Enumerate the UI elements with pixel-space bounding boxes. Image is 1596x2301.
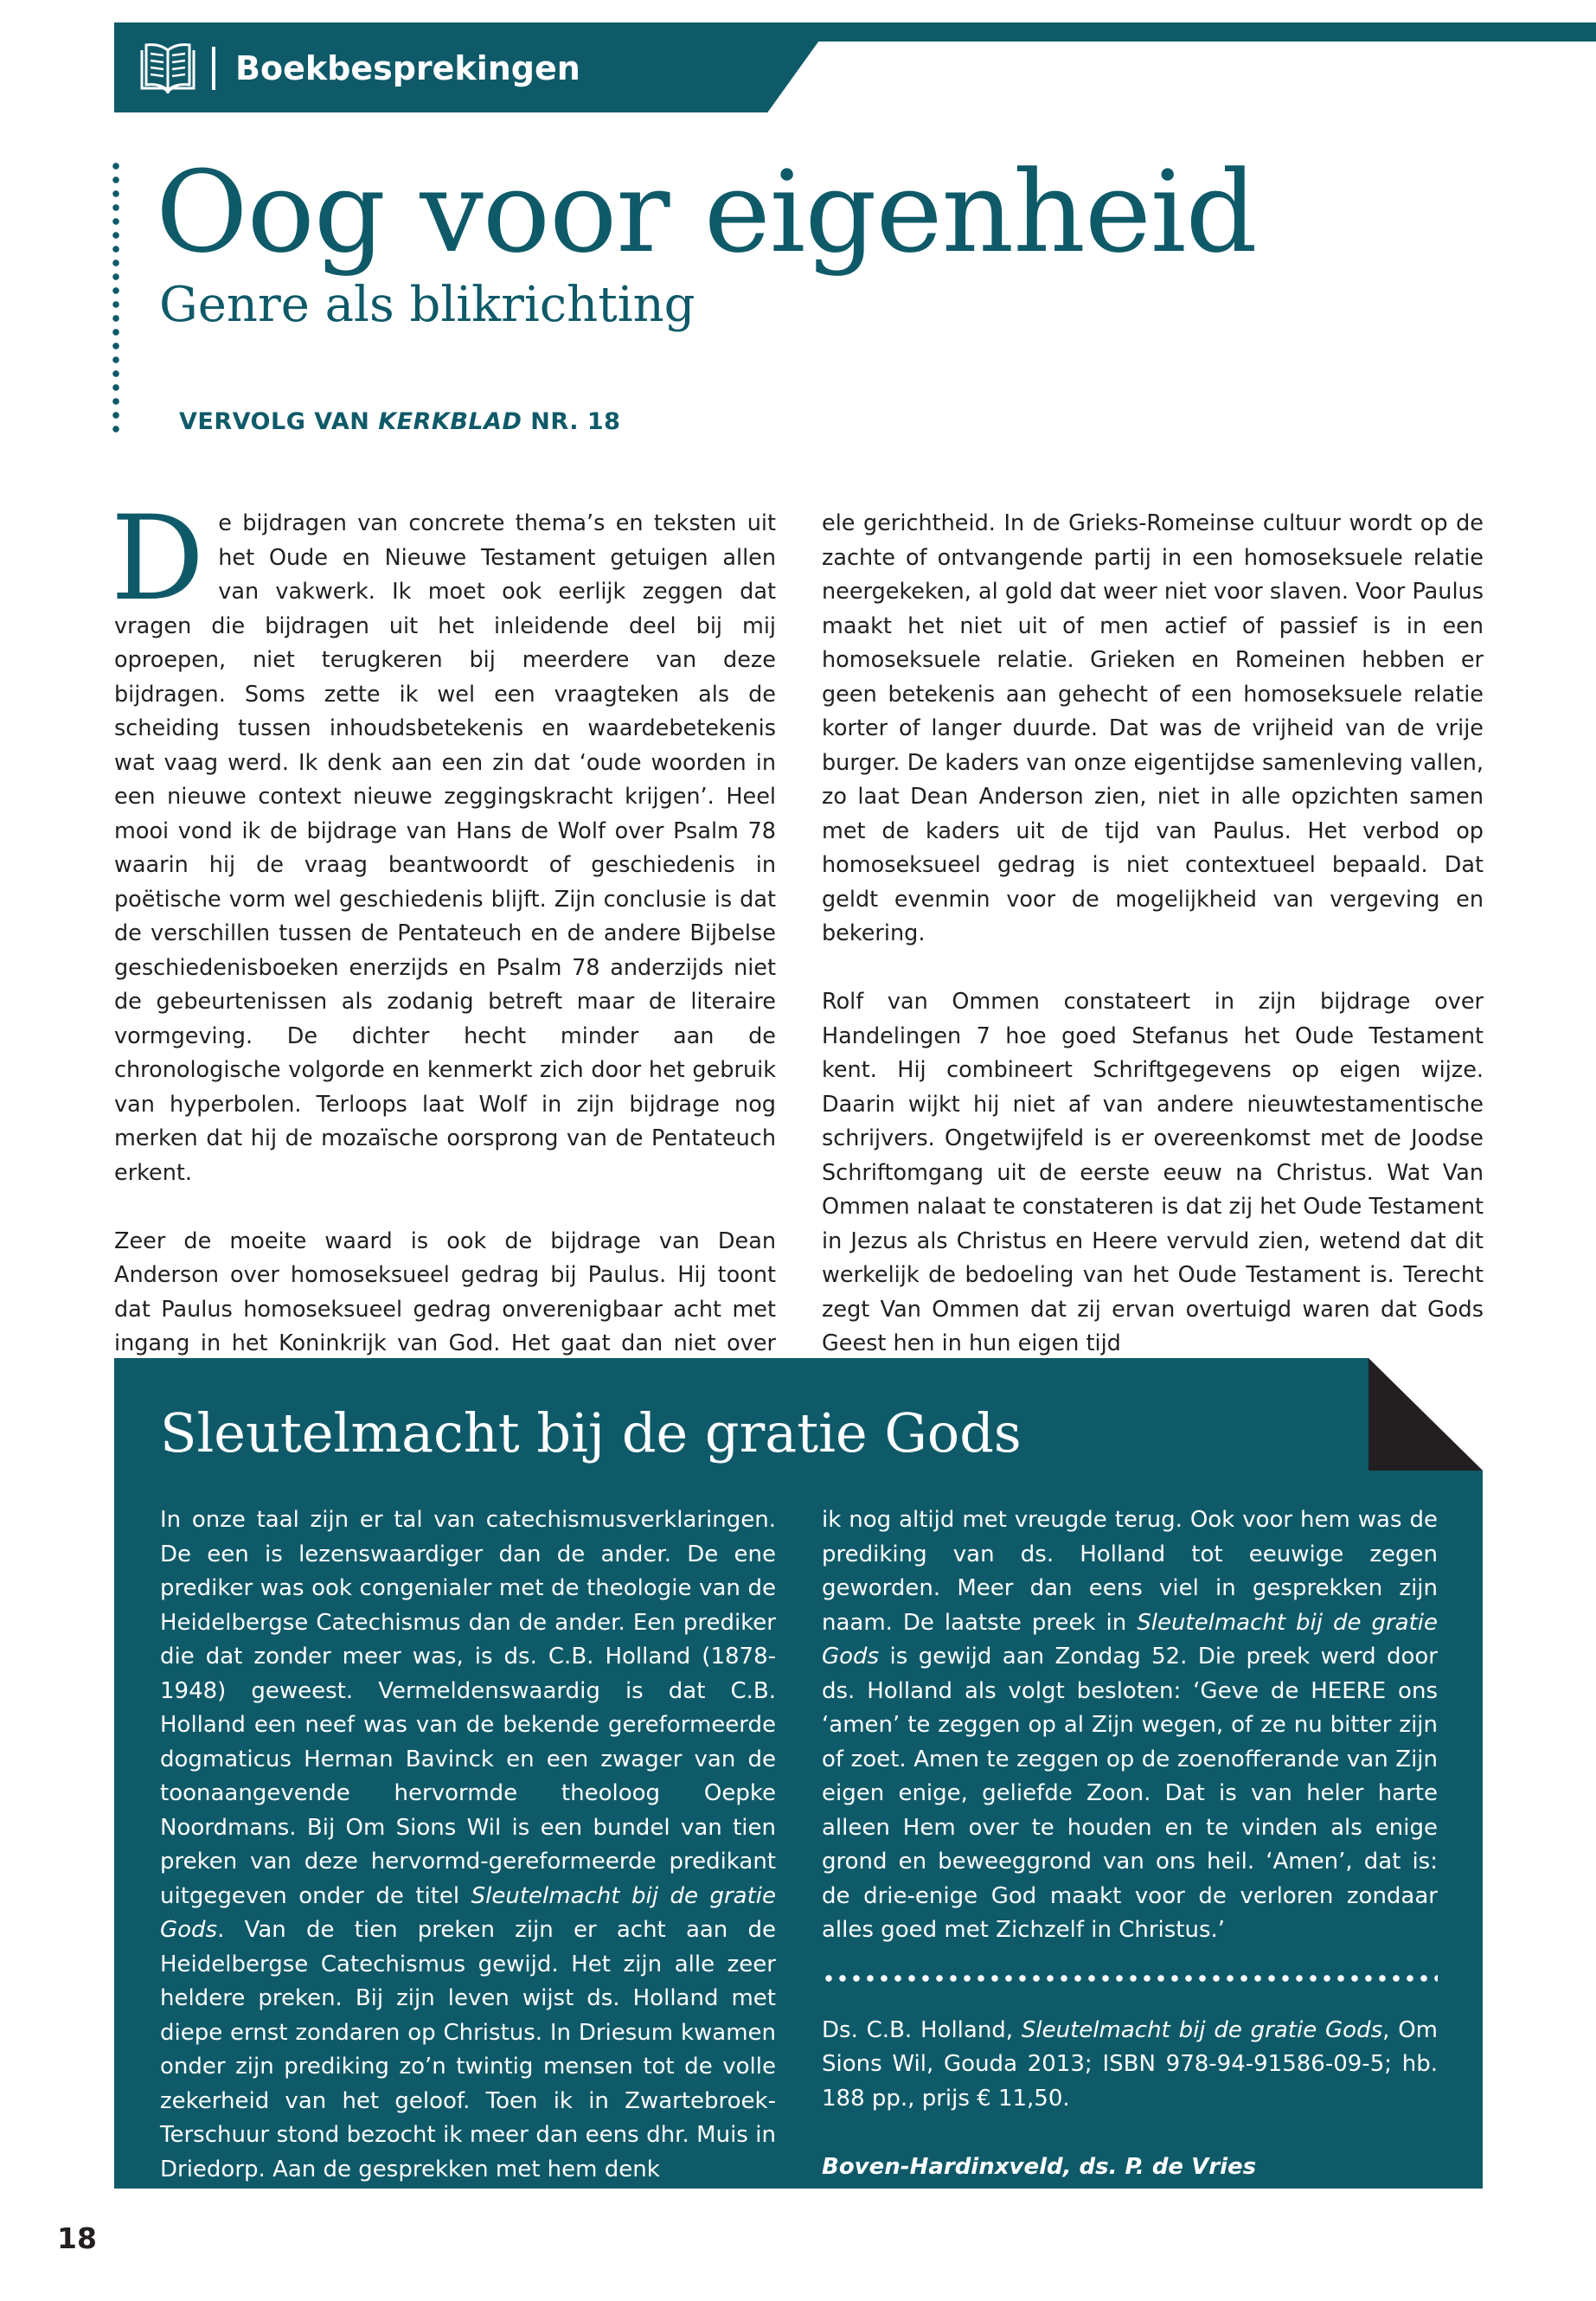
book-title: Sleutelmacht bij de gratie Gods bbox=[160, 1882, 776, 1943]
dotted-divider bbox=[822, 1974, 1438, 1983]
biblio-author: Ds. C.B. Holland, bbox=[822, 2016, 1022, 2043]
continued-magazine: KERKBLAD bbox=[378, 408, 522, 435]
open-book-icon bbox=[137, 38, 199, 99]
biblio-details: , Om Sions Wil, Gouda 2013; ISBN 978-94-91586-09-5; hb. 188 pp., prijs € 11,50. bbox=[822, 2016, 1439, 2112]
article-subtitle: Genre als blikrichting bbox=[159, 277, 695, 333]
continued-suffix: NR. 18 bbox=[522, 408, 621, 435]
article-column-right bbox=[822, 507, 1484, 1362]
review-paragraph bbox=[160, 1503, 776, 2187]
bibliographic-info bbox=[822, 2014, 1438, 2117]
continued-from-note bbox=[179, 407, 620, 438]
article-paragraph: Zeer de moeite waard is ook de bijdrage van Dean Anderson over homoseksueel gedrag bij Paulus. Hij toont dat Paulus homoseksueel gedrag onverenigbaar acht met ingang in het Koninkrijk van God. Het gaat dan niet over bbox=[114, 1227, 776, 1356]
page-number: 18 bbox=[57, 2221, 97, 2255]
article-paragraph bbox=[111, 490, 776, 1190]
section-separator bbox=[212, 47, 215, 90]
paragraph-text: e bijdragen van concrete thema’s en teksten uit het Oude en Nieuwe Testament getuigen allen van vakwerk. Ik moet ook eerlijk zeggen dat vragen die bijdragen uit het inleidende deel bij mij oproepen, niet terugkeren bij meerdere van deze bijdragen. Soms zette ik wel een vraagteken als de scheiding tussen inhoudsbetekenis en waardebetekenis wat vaag werd. Ik denk aan een zin dat ‘oude woorden in een nieuwe context nieuwe zeggingskracht krijgen’. Heel mooi vond ik de bijdrage van Hans de Wolf over Psalm 78 waarin hij de vraag beantwoordt of geschiedenis in poëtische vorm wel geschiedenis blijft. Zijn conclusie is dat de verschillen tussen de Pentateuch en de andere Bijbelse geschiedenisboeken enerzijds en Psalm 78 anderzijds niet de gebeurtenissen als zodanig betreft maar de literaire vormgeving. De dichter hecht minder aan de chronologische volgorde en kenmerkt zich door het gebruik van hyperbolen. Terloops laat Wolf in zijn bijdrage nog merken dat hij de mozaïsche oorsprong van de Pentateuch erkent. bbox=[114, 510, 776, 1186]
drop-cap: D bbox=[111, 490, 205, 626]
section-label: Boekbesprekingen bbox=[235, 49, 580, 87]
review-title: Sleutelmacht bij de gratie Gods bbox=[160, 1401, 1022, 1465]
article-paragraph: Rolf van Ommen constateert in zijn bijdrage over Handelingen 7 hoe goed Stefanus het Oude Testament kent. Hij combineert Schriftgegevens op eigen wijze. Daarin wijkt hij niet af van andere nieuwtestamentische schrijvers. Ongetwijfeld is er overeenkomst met de Joodse Schriftomgang uit de eerste eeuw na Christus. Wat Van Ommen nalaat te constateren is dat zij het Oude Testament in Jezus als Christus en Heere vervuld zien, wetend dat dit werkelijk de bedoeling van het Oude Testament is. Terecht zegt Van Ommen dat zij ervan overtuigd waren dat Gods Geest hen in hun eigen tijd bbox=[822, 989, 1484, 1356]
review-paragraph bbox=[822, 1503, 1438, 1948]
article-paragraph: ele gerichtheid. In de Grieks-Romeinse cultuur wordt op de zachte of ontvangende partij in een homoseksuele relatie neergekeken, al gold dat weer niet voor slaven. Voor Paulus maakt het niet uit of men actief of passief is in een homoseksuele relatie. Grieken en Romeinen hebben er geen betekenis aan gehecht of een homoseksuele relatie korter of langer duurde. Dat was de vrijheid van de vrije burger. De kaders van onze eigentijdse samenleving vallen, zo laat Dean Anderson zien, niet in alle opzichten samen met de kaders uit de tijd van Paulus. Het verbod op homoseksueel gedrag is niet contextueel bepaald. Dat geldt evenmin voor de mogelijkheid van vergeving en bekering. bbox=[822, 510, 1484, 946]
reviewer-signature: Boven-Hardinxveld, ds. P. de Vries bbox=[822, 2153, 1257, 2180]
article-title: Oog voor eigenheid bbox=[156, 146, 1257, 278]
review-column-left bbox=[160, 1503, 776, 2187]
review-text: ik nog altijd met vreugde terug. Ook voor hem was de prediking van ds. Holland tot eeuwige zegen geworden. Meer dan eens viel in gesprekken zijn naam. De laatste preek in bbox=[822, 1507, 1438, 1636]
review-text: In onze taal zijn er tal van catechismusverklaringen. De een is lezenswaardiger dan de ander. De ene prediker was ook congenialer met de theologie van de Heidelbergse Catechismus dan de ander. Een prediker die dat zonder meer was, is ds. C.B. Holland (1878-1948) geweest. Vermeldenswaardig is dat C.B. Holland een neef was van de bekende gereformeerde dogmaticus Herman Bavinck en een zwager van de toonaangevende hervormde theoloog Oepke Noordmans. Bij Om Sions Wil is een bundel van tien preken van deze hervormd-gereformeerde predikant uitgegeven onder de titel bbox=[160, 1507, 776, 1909]
review-text: . Van de tien preken zijn er acht aan de Heidelbergse Catechismus gewijd. Het zijn alle zeer heldere preken. Bij zijn leven wijst ds. Holland met diepe ernst zondaren op Christus. In Driesum kwamen onder zijn prediking zo’n twintig mensen tot de volle zekerheid van het geloof. Toen ik in Zwartebroek-Terschuur stond bezocht ik meer dan eens dhr. Muis in Driedorp. Aan de gesprekken met hem denk bbox=[160, 1917, 776, 2182]
book-title: Sleutelmacht bij de gratie Gods bbox=[822, 1609, 1438, 1670]
dotted-rule bbox=[112, 159, 119, 436]
review-text: is gewijd aan Zondag 52. Die preek werd door ds. Holland als volgt besloten: ‘Geve de HEERE ons ‘amen’ te zeggen op al Zijn wegen, of ze nu bitter zijn of zoet. Amen te zeggen op de zoenofferande van Zijn eigen enige, geliefde Zoon. Dat is van heler harte alleen Hem over te houden en te vinden als enige grond en beweeggrond van ons heil. ‘Amen’, dat is: de drie-enige God maakt voor de verloren zondaar alles goed met Zichzelf in Christus.’ bbox=[822, 1644, 1438, 1943]
biblio-title: Sleutelmacht bij de gratie Gods bbox=[1021, 2016, 1383, 2043]
continued-prefix: VERVOLG VAN bbox=[179, 408, 379, 435]
review-column-right bbox=[822, 1503, 1438, 2184]
article-column-left bbox=[111, 490, 776, 1395]
page-fold-corner bbox=[1368, 1358, 1483, 1471]
